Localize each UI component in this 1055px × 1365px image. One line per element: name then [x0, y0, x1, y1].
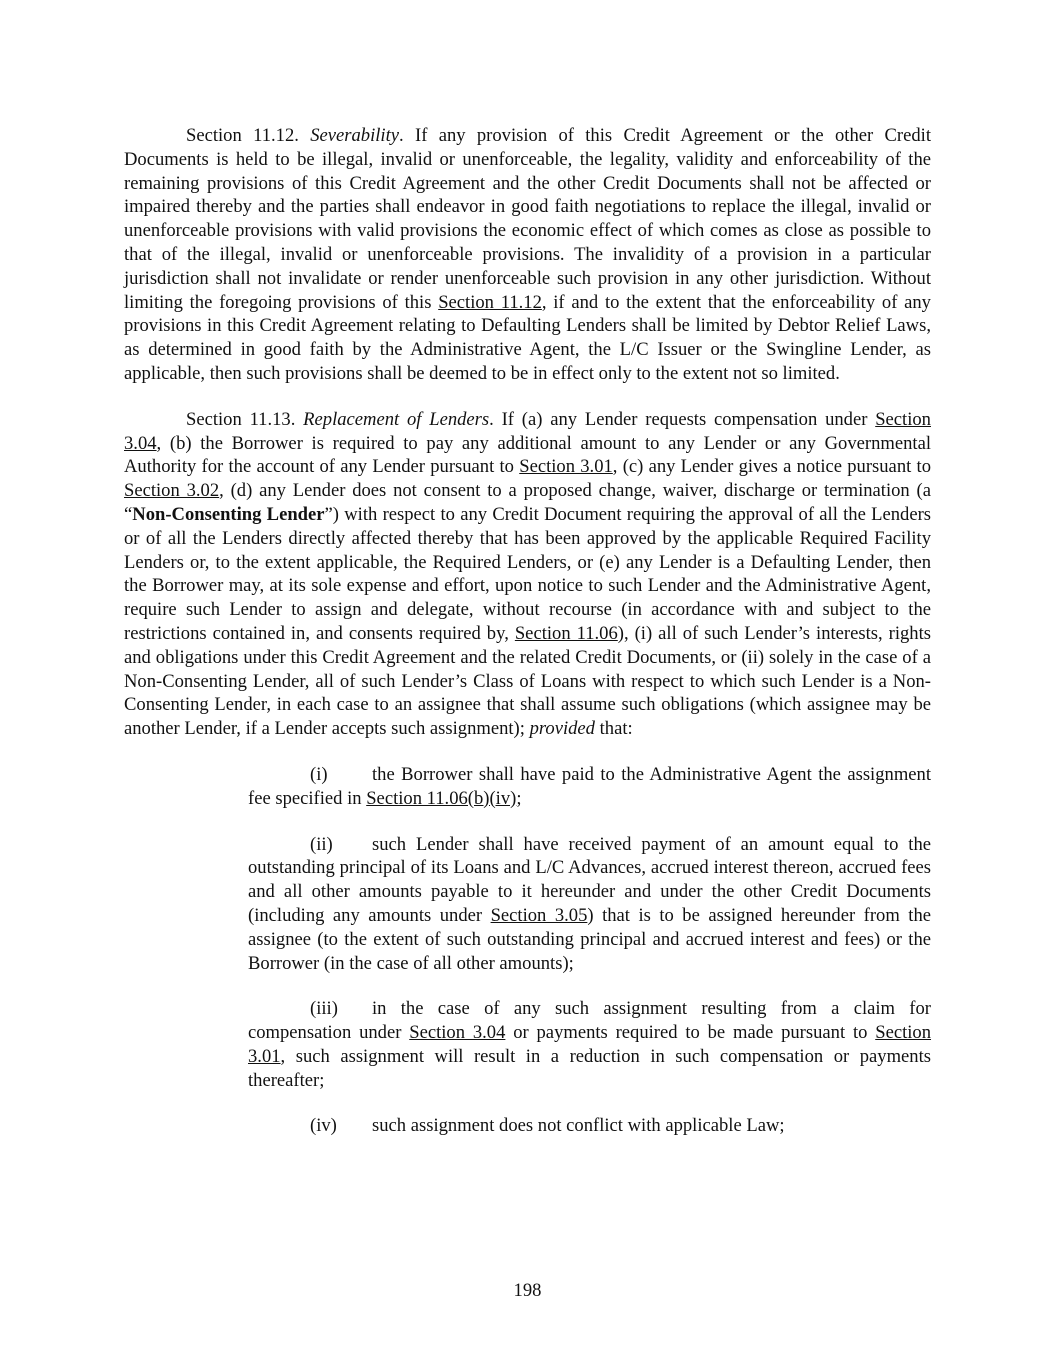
- section-11-13-paragraph: [124, 408, 931, 741]
- section-11-13-text: , (c) any Lender gives a notice pursuant to: [612, 456, 931, 478]
- item-text: ) that is to be assigned hereunder from the assignee (to the extent of such outstanding principal and accrued interest and fees) or the Borrower (in the case of all other amounts);: [248, 904, 932, 974]
- section-11-13-heading: Section 11.13.: [186, 408, 296, 430]
- section-11-13-text: , (d) any Lender does not consent to a proposed change, waiver, discharge or termination (a “: [124, 480, 931, 525]
- section-11-13-title-punct: .: [489, 408, 494, 430]
- section-11-13-text: ”) with respect to any Credit Document requiring the approval of all the Lenders or of all the Lenders directly affected thereby that has been approved by the applicable Required Facility Lenders or, to the extent applicable, the Required Lenders, or (e) any Lender is a Defaulting Lender, then the Borrower may, at its sole expense and effort, upon notice to such Lender and the Administrative Agent, require such Lender to assign and delegate, without recourse (in accordance with and subject to the restrictions contained in, and consents required by,: [124, 503, 931, 644]
- section-reference: Section 3.05: [490, 904, 588, 926]
- item-text: such assignment does not conflict with applicable Law;: [372, 1115, 785, 1137]
- provided-term: provided: [529, 718, 595, 740]
- section-11-12-heading: Section 11.12.: [186, 125, 299, 146]
- section-11-12-title: Severability: [310, 125, 400, 146]
- section-reference: Section 11.06: [514, 622, 618, 644]
- item-number: (ii): [310, 833, 333, 855]
- section-reference: Section 3.02: [124, 480, 220, 502]
- list-item: [248, 763, 931, 811]
- item-text: in the case of any such assignment resulting from a claim for compensation under: [248, 998, 931, 1044]
- section-reference: Section 3.04: [124, 408, 931, 454]
- section-reference: Section 3.01: [519, 456, 613, 478]
- list-item: [248, 1114, 931, 1138]
- section-11-13-text: that:: [594, 718, 633, 740]
- list-item: [248, 997, 931, 1092]
- item-text: or payments required to be made pursuant to: [505, 1022, 876, 1044]
- section-11-12-text: If any provision of this Credit Agreement or the other Credit Documents is held to be illegal, invalid or unenforceable, the legality, validity and enforceability of the remaining provisions of this Credit Agreement and the other Credit Documents shall not be affected or impaired thereby and the parties shall endeavor in good faith negotiations to replace the illegal, invalid or unenforceable provisions with valid provisions the economic effect of which comes as close as possible to that of the illegal, invalid or unenforceable provisions. The invalidity of a provision in a particular jurisdiction shall not invalidate or render unenforceable such provision in any other jurisdiction. Without limiting the foregoing provisions of this: [124, 125, 931, 313]
- section-reference: Section 11.06(b)(iv): [366, 787, 517, 809]
- section-11-13-title: Replacement of Lenders: [303, 408, 490, 430]
- section-11-12-text: , if and to the extent that the enforceability of any provisions in this Credit Agreement relating to Defaulting Lenders shall be limited by Debtor Relief Laws, as determined in good faith by the Administrative Agent, the L/C Issuer or the Swingline Lender, as applicable, then such provisions shall be deemed to be in effect only to the extent not so limited.: [124, 291, 931, 384]
- item-text: ;: [516, 787, 522, 809]
- section-11-13-text: If (a) any Lender requests compensation under: [493, 408, 876, 430]
- document-page: [124, 124, 931, 1138]
- item-text: , such assignment will result in a reduction in such compensation or payments thereafter;: [248, 1045, 931, 1091]
- list-item: [248, 833, 931, 976]
- section-reference: Section 3.04: [409, 1022, 506, 1044]
- item-number: (iv): [310, 1115, 337, 1137]
- item-number: (i): [310, 763, 328, 785]
- item-text: the Borrower shall have paid to the Administrative Agent the assignment fee specified in: [248, 763, 931, 809]
- defined-term: Non-Consenting Lender: [132, 503, 325, 525]
- section-reference: Section 3.01: [248, 1022, 932, 1067]
- section-11-13-text: , (b) the Borrower is required to pay any additional amount to any Lender or any Governmental Authority for the account of any Lender pursuant to: [124, 432, 931, 478]
- conditions-list: [248, 763, 931, 1138]
- section-11-12-paragraph: [124, 124, 931, 386]
- item-text: such Lender shall have received payment of an amount equal to the outstanding principal of its Loans and L/C Advances, accrued interest thereon, accrued fees and all other amounts payable to it hereunder and under the other Credit Documents (including any amounts under: [248, 833, 931, 926]
- section-11-12-title-punct: .: [399, 125, 404, 146]
- page-number: 198: [513, 1280, 542, 1301]
- section-reference: Section 11.12: [438, 291, 542, 313]
- item-number: (iii): [310, 998, 338, 1020]
- section-11-13-text: ), (i) all of such Lender’s interests, rights and obligations under this Credit Agreement and the related Credit Documents, or (ii) solely in the case of a Non-Consenting Lender, all of such Lender’s Class of Loans with respect to which such Lender is a Non-Consenting Lender, in each case to an assignee that shall assume such obligations (which assignee may be another Lender, if a Lender accepts such assignment);: [124, 622, 931, 740]
